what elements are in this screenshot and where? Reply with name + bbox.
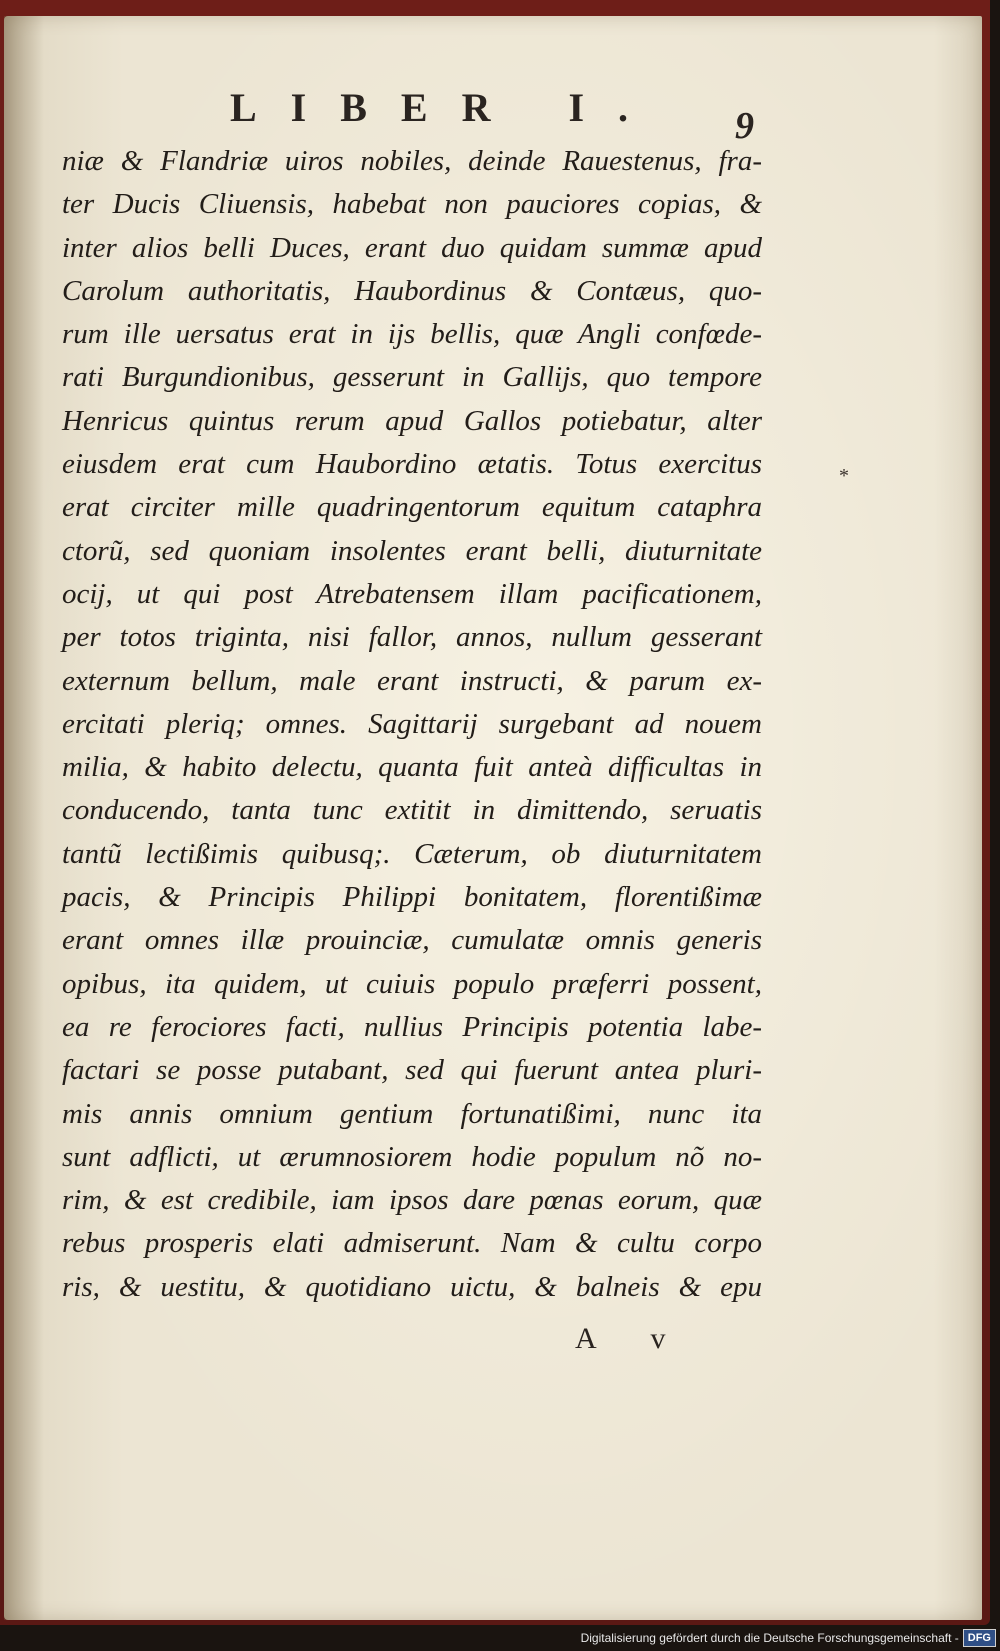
running-head: LIBER I.: [230, 85, 663, 130]
text-line: eiusdem erat cum Haubordino ætatis. Totus exercitus: [62, 448, 762, 481]
dfg-logo: DFG: [963, 1629, 996, 1647]
text-line: milia, & habito delectu, quanta fuit anteà difficultas in: [62, 751, 762, 784]
signature-mark: A v: [575, 1322, 690, 1355]
text-line: niæ & Flandriæ uiros nobiles, deinde Rauestenus, fra-: [62, 145, 762, 177]
text-line: per totos triginta, nisi fallor, annos, nullum gesserant: [62, 621, 762, 654]
text-line: mis annis omnium gentium fortunatißimi, nunc ita: [62, 1097, 762, 1130]
page-number: 9: [735, 105, 754, 147]
text-line: pacis, & Principis Philippi bonitatem, florentißimæ: [62, 881, 762, 914]
page-gutter: [4, 16, 44, 1620]
text-line: tantũ lectißimis quibusq;. Cæterum, ob diuturnitatem: [62, 837, 762, 870]
text-line: Henricus quintus rerum apud Gallos potiebatur, alter: [62, 404, 762, 437]
text-line: ris, & uestitu, & quotidiano uictu, & balneis & epu: [62, 1270, 762, 1303]
text-line: ercitati pleriq; omnes. Sagittarij surgebant ad nouem: [62, 707, 762, 740]
text-line: inter alios belli Duces, erant duo quidam summæ apud: [62, 231, 762, 264]
text-line: ocij, ut qui post Atrebatensem illam pacificationem,: [62, 577, 762, 610]
text-line: rim, & est credibile, iam ipsos dare pœnas eorum, quæ: [62, 1184, 762, 1217]
text-line: ea re ferociores facti, nullius Principis potentia labe-: [62, 1010, 762, 1043]
margin-mark: *: [839, 465, 849, 487]
text-line: erat circiter mille quadringentorum equitum cataphra: [62, 491, 762, 524]
text-line: factari se posse putabant, sed qui fuerunt antea pluri-: [62, 1054, 762, 1087]
text-line: ctorũ, sed quoniam insolentes erant belli, diuturnitate: [62, 534, 762, 567]
text-line: erant omnes illæ prouinciæ, cumulatæ omnis generis: [62, 924, 762, 957]
text-line: conducendo, tanta tunc extitit in dimittendo, seruatis: [62, 794, 762, 827]
text-line: opibus, ita quidem, ut cuiuis populo præferri possent,: [62, 967, 762, 1000]
text-line: rum ille uersatus erat in ijs bellis, quæ Angli confœde-: [62, 318, 762, 351]
footer-credit: Digitalisierung gefördert durch die Deutsche Forschungsgemeinschaft -: [580, 1631, 959, 1645]
text-line: Carolum authoritatis, Haubordinus & Contæus, quo-: [62, 274, 762, 307]
text-line: sunt adflicti, ut ærumnosiorem hodie populum nõ no-: [62, 1140, 762, 1173]
text-line: ter Ducis Cliuensis, habebat non pauciores copias, &: [62, 188, 762, 221]
footer: [581, 1627, 996, 1649]
text-line: rati Burgundionibus, gesserunt in Gallijs, quo tempore: [62, 361, 762, 394]
text-line: rebus prosperis elati admiserunt. Nam & cultu corpo: [62, 1227, 762, 1260]
text-line: externum bellum, male erant instructi, & parum ex-: [62, 664, 762, 697]
body-text: [62, 140, 762, 1309]
